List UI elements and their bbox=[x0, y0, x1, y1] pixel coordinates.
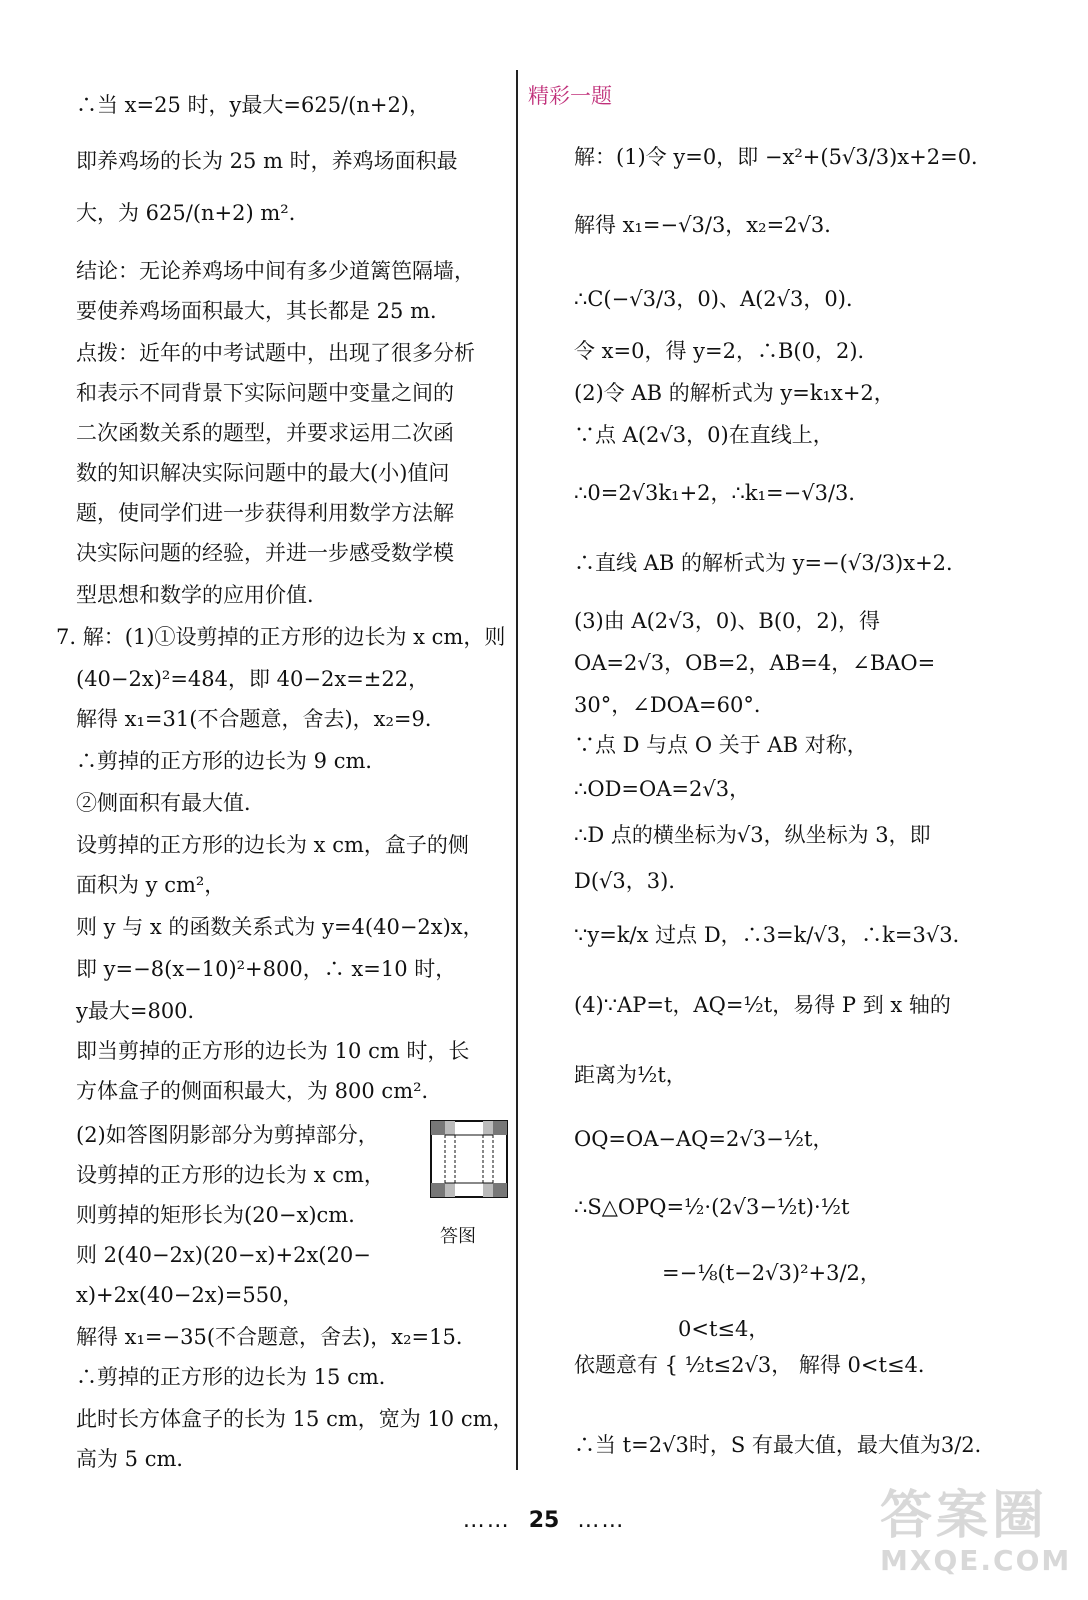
text-line: ∴当 x=25 时，y最大=625/(n+2)， bbox=[76, 93, 430, 117]
text-line: ∵点 D 与点 O 关于 AB 对称， bbox=[574, 733, 868, 757]
text-line: 则 2(40−2x)(20−x)+2x(20− bbox=[76, 1243, 371, 1267]
text-line: 题，使同学们进一步获得利用数学方法解 bbox=[76, 501, 454, 525]
text-line: (40−2x)²=484，即 40−2x=±22， bbox=[76, 667, 430, 691]
column-divider bbox=[516, 70, 518, 1470]
text-line: 和表示不同背景下实际问题中变量之间的 bbox=[76, 381, 454, 405]
text-line: ∴剪掉的正方形的边长为 15 cm． bbox=[76, 1365, 400, 1389]
text-line: y最大=800． bbox=[76, 999, 209, 1023]
text-line: 决实际问题的经验，并进一步感受数学模 bbox=[76, 541, 454, 565]
text-line: 即养鸡场的长为 25 m 时，养鸡场面积最 bbox=[76, 149, 458, 173]
text-line: (2)令 AB 的解析式为 y=k₁x+2， bbox=[574, 381, 895, 405]
text-line: ∴OD=OA=2√3， bbox=[574, 777, 751, 801]
text-line: 解得 x₁=−√3/3，x₂=2√3． bbox=[574, 213, 846, 237]
text-line: ∴当 t=2√3时，S 有最大值，最大值为3/2． bbox=[574, 1433, 996, 1457]
text-line: 高为 5 cm． bbox=[76, 1447, 198, 1471]
text-line: D(√3，3)． bbox=[574, 869, 690, 893]
text-line: 依题意有 { ½t≤2√3， 解得 0<t≤4． bbox=[574, 1353, 939, 1377]
text-line: 大，为 625/(n+2) m²． bbox=[76, 201, 310, 225]
page-number: 25 bbox=[528, 1508, 560, 1533]
page-dots-left: …… bbox=[462, 1508, 511, 1533]
text-line: 面积为 y cm²， bbox=[76, 873, 226, 897]
text-line: 解得 x₁=−35(不合题意，舍去)，x₂=15． bbox=[76, 1325, 477, 1349]
text-line: 此时长方体盒子的长为 15 cm，宽为 10 cm， bbox=[76, 1407, 514, 1431]
text-line: 要使养鸡场面积最大，其长都是 25 m． bbox=[76, 299, 451, 323]
text-line: 设剪掉的正方形的边长为 x cm， bbox=[76, 1163, 385, 1187]
text-line: 即当剪掉的正方形的边长为 10 cm 时，长 bbox=[76, 1039, 470, 1063]
problem-7-heading: 7. 解：(1)①设剪掉的正方形的边长为 x cm，则 bbox=[56, 625, 506, 649]
text-line: 数的知识解决实际问题中的最大(小)值问 bbox=[76, 461, 450, 485]
text-line: 0<t≤4， bbox=[678, 1317, 770, 1341]
text-line: ∴S△OPQ=½·(2√3−½t)·½t bbox=[574, 1195, 850, 1219]
text-line: (4)∵AP=t，AQ=½t，易得 P 到 x 轴的 bbox=[574, 993, 951, 1017]
text-line: x)+2x(40−2x)=550， bbox=[76, 1283, 304, 1307]
text-line: ∴0=2√3k₁+2，∴k₁=−√3/3． bbox=[574, 481, 870, 505]
text-line: 距离为½t， bbox=[574, 1063, 687, 1087]
text-line: 设剪掉的正方形的边长为 x cm，盒子的侧 bbox=[76, 833, 469, 857]
text-line: ∵y=k/x 过点 D，∴3=k/√3，∴k=3√3． bbox=[574, 923, 974, 947]
text-line: OA=2√3，OB=2，AB=4，∠BAO= bbox=[574, 651, 936, 675]
text-line: ∴剪掉的正方形的边长为 9 cm． bbox=[76, 749, 387, 773]
text-line: 则 y 与 x 的函数关系式为 y=4(40−2x)x， bbox=[76, 915, 484, 939]
text-line: 令 x=0，得 y=2，∴B(0，2)． bbox=[574, 339, 879, 363]
text-line: 方体盒子的侧面积最大，为 800 cm²． bbox=[76, 1079, 443, 1103]
page-dots-right: …… bbox=[577, 1508, 626, 1533]
text-line: 结论：无论养鸡场中间有多少道篱笆隔墙， bbox=[76, 259, 475, 283]
text-line: (2)如答图阴影部分为剪掉部分， bbox=[76, 1123, 379, 1147]
figure-caption: 答图 bbox=[440, 1226, 476, 1247]
watermark-top: 答案圈 bbox=[880, 1486, 1049, 1546]
text-line: OQ=OA−AQ=2√3−½t， bbox=[574, 1127, 834, 1151]
text-line: 二次函数关系的题型，并要求运用二次函 bbox=[76, 421, 454, 445]
answer-figure bbox=[430, 1120, 508, 1204]
text-line: =−⅛(t−2√3)²+3/2， bbox=[662, 1261, 881, 1285]
text-line: ∴直线 AB 的解析式为 y=−(√3/3)x+2． bbox=[574, 551, 968, 575]
text-line: 解：(1)令 y=0，即 −x²+(5√3/3)x+2=0． bbox=[574, 145, 993, 169]
text-line: 即 y=−8(x−10)²+800，∴ x=10 时， bbox=[76, 957, 457, 981]
text-line: (3)由 A(2√3，0)、B(0，2)，得 bbox=[574, 609, 880, 633]
text-line: ∴C(−√3/3，0)、A(2√3，0)． bbox=[574, 287, 867, 311]
text-line: 则剪掉的矩形长为(20−x)cm． bbox=[76, 1203, 370, 1227]
text-line: ②侧面积有最大值． bbox=[76, 791, 265, 815]
text-line: 点拨：近年的中考试题中，出现了很多分析 bbox=[76, 341, 475, 365]
text-line: ∴D 点的横坐标为√3，纵坐标为 3，即 bbox=[574, 823, 931, 847]
text-line: 30°，∠DOA=60°． bbox=[574, 693, 775, 717]
text-line: 解得 x₁=31(不合题意，舍去)，x₂=9． bbox=[76, 707, 446, 731]
section-title: 精彩一题 bbox=[528, 84, 612, 108]
watermark bbox=[880, 1488, 1070, 1588]
text-line: ∵点 A(2√3，0)在直线上， bbox=[574, 423, 834, 447]
watermark-bottom: MXQE.COM bbox=[880, 1544, 1072, 1577]
text-line: 型思想和数学的应用价值． bbox=[76, 583, 328, 607]
